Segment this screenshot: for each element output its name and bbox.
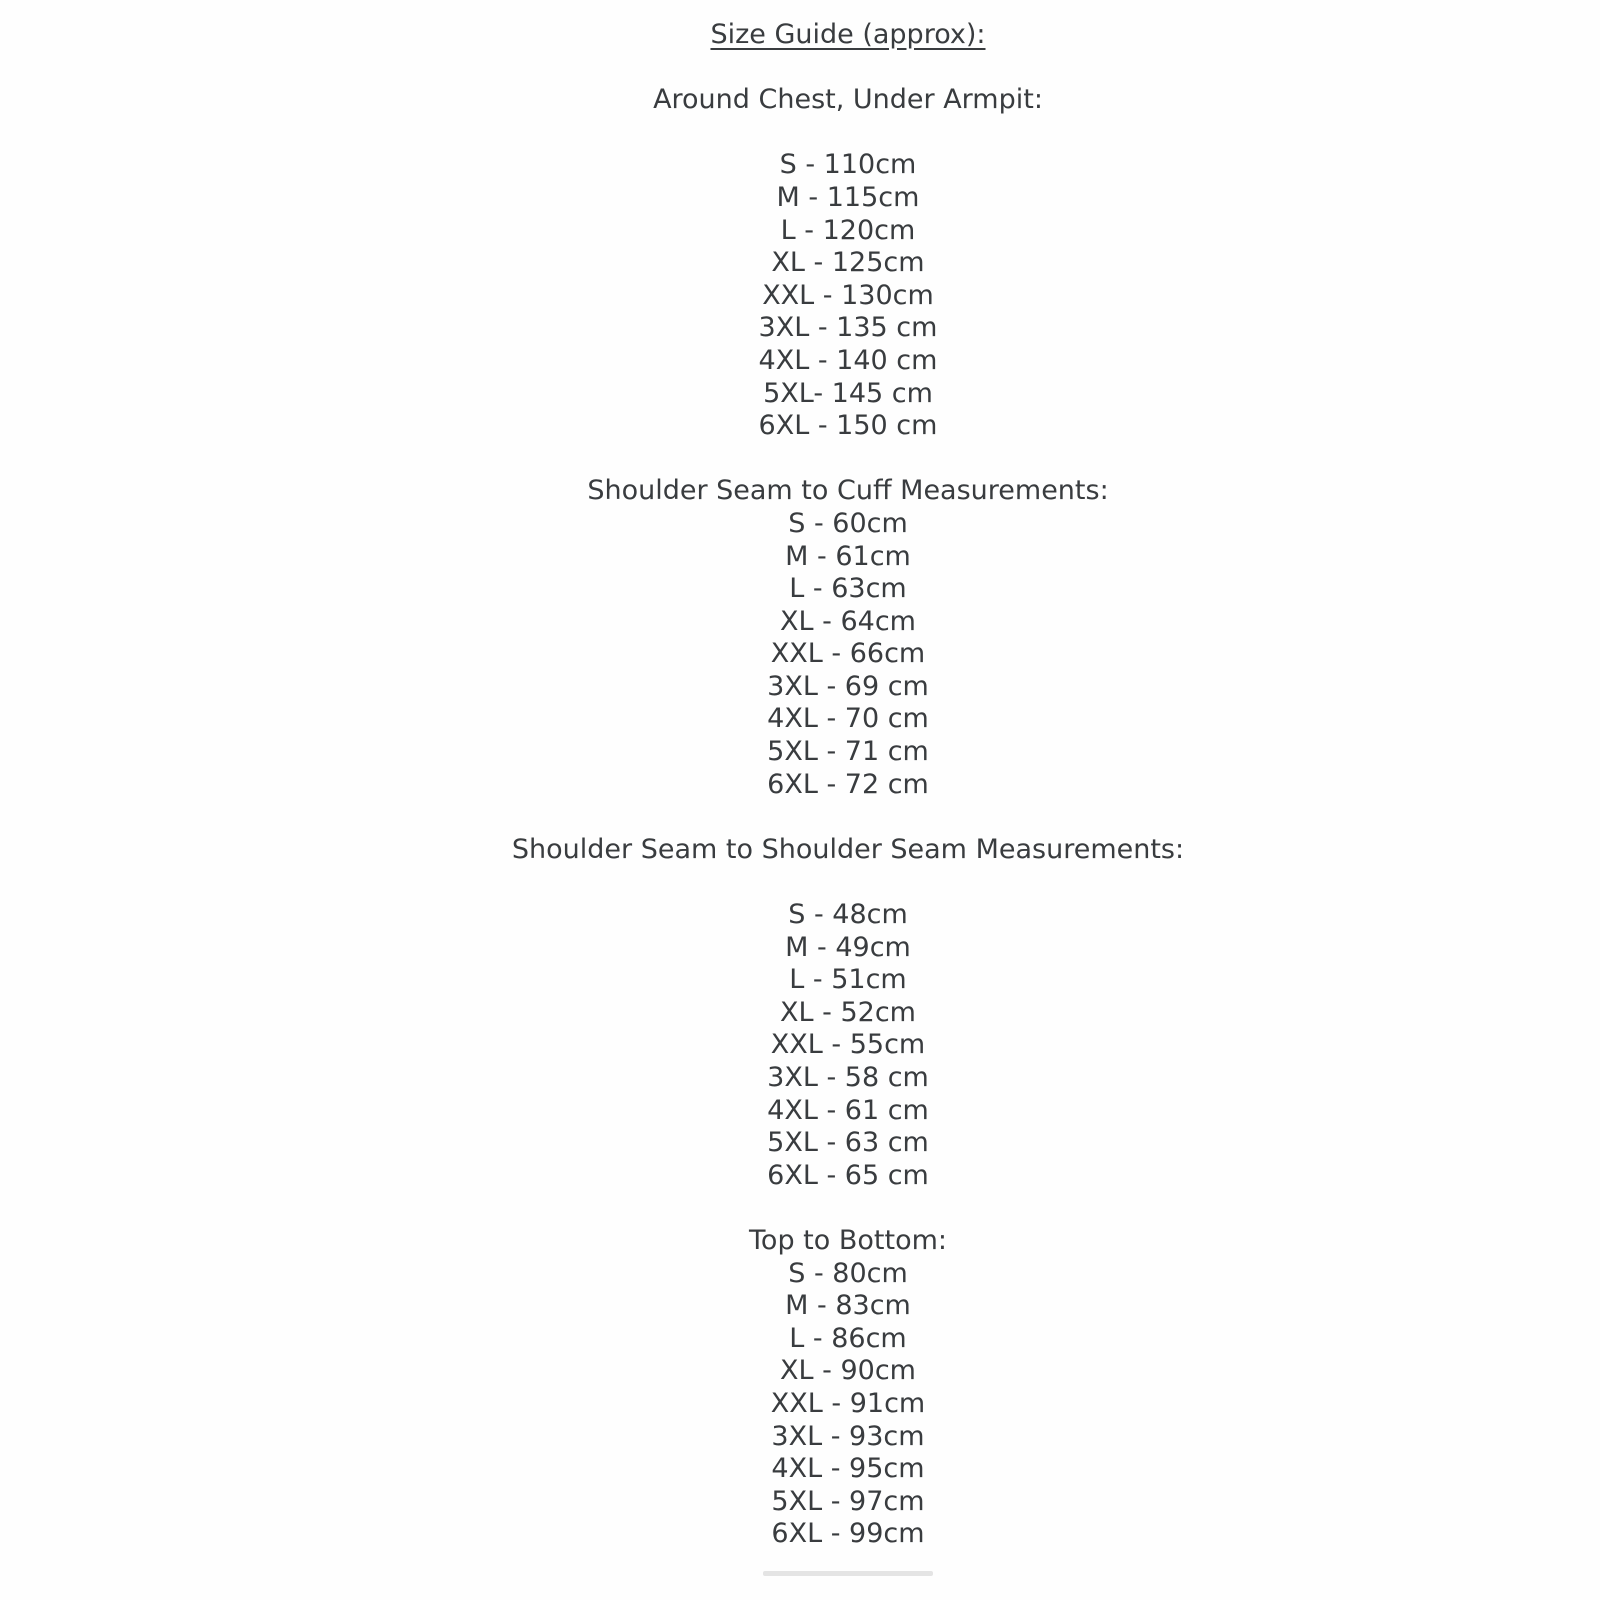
size-entry: XXL - 91cm (770, 1387, 926, 1419)
blank-line (96, 801, 1600, 834)
section-around-chest (96, 84, 1600, 443)
size-entry: 5XL - 63 cm (767, 1127, 929, 1159)
section-header: Shoulder Seam to Shoulder Seam Measurements: (511, 833, 1185, 865)
size-entry: M - 61cm (785, 540, 911, 572)
size-entry: XL - 52cm (780, 996, 916, 1028)
blank-line (96, 52, 1600, 85)
size-entry: 6XL - 150 cm (758, 410, 938, 442)
size-entry: 5XL - 71 cm (767, 736, 929, 768)
size-entry: 4XL - 61 cm (767, 1094, 929, 1126)
document-title: Size Guide (approx): (710, 19, 986, 50)
size-entry: 5XL- 145 cm (763, 377, 933, 409)
cutoff-text-artifact (763, 1571, 933, 1576)
size-entry: 6XL - 72 cm (767, 768, 929, 800)
size-entry: 3XL - 135 cm (758, 312, 938, 344)
section-header: Around Chest, Under Armpit: (653, 84, 1043, 116)
size-entry: 3XL - 58 cm (767, 1062, 929, 1093)
section-header: Shoulder Seam to Cuff Measurements: (587, 475, 1109, 507)
size-entry: L - 63cm (789, 573, 907, 605)
size-entry: M - 83cm (785, 1290, 911, 1322)
size-entry: 6XL - 99cm (771, 1518, 925, 1550)
size-entry: S - 48cm (788, 899, 908, 931)
size-entry: 4XL - 140 cm (758, 344, 938, 376)
size-entry: 4XL - 95cm (771, 1453, 925, 1485)
size-entry: L - 120cm (780, 214, 916, 246)
size-entry: L - 51cm (789, 964, 907, 996)
size-entry: 4XL - 70 cm (767, 703, 929, 735)
size-entry: S - 60cm (788, 507, 908, 539)
section-top-to-bottom (96, 1225, 1600, 1551)
section-header: Top to Bottom: (749, 1224, 947, 1256)
size-list (96, 149, 1600, 442)
size-entry: S - 80cm (788, 1257, 908, 1289)
blank-line (96, 1192, 1600, 1225)
size-entry: 3XL - 93cm (771, 1420, 925, 1452)
size-list (96, 508, 1600, 801)
section-seam-to-seam (96, 834, 1600, 1193)
size-entry: M - 49cm (785, 931, 911, 963)
size-entry: XL - 64cm (780, 605, 916, 637)
size-guide-document (96, 0, 1600, 1576)
size-entry: 5XL - 97cm (771, 1485, 925, 1517)
size-entry: L - 86cm (789, 1322, 907, 1354)
size-list (96, 1258, 1600, 1551)
blank-line (96, 866, 1600, 899)
size-entry: 6XL - 65 cm (767, 1159, 929, 1191)
size-entry: XXL - 66cm (770, 638, 926, 670)
blank-line (96, 443, 1600, 476)
size-entry: XXL - 55cm (770, 1029, 926, 1061)
blank-line (96, 117, 1600, 150)
size-entry: XXL - 130cm (762, 279, 934, 311)
section-seam-to-cuff (96, 475, 1600, 801)
size-entry: S - 110cm (779, 149, 917, 181)
size-entry: XL - 125cm (771, 247, 925, 279)
size-entry: 3XL - 69 cm (767, 670, 929, 702)
size-entry: M - 115cm (776, 181, 920, 213)
size-list (96, 899, 1600, 1192)
size-entry: XL - 90cm (780, 1355, 916, 1387)
